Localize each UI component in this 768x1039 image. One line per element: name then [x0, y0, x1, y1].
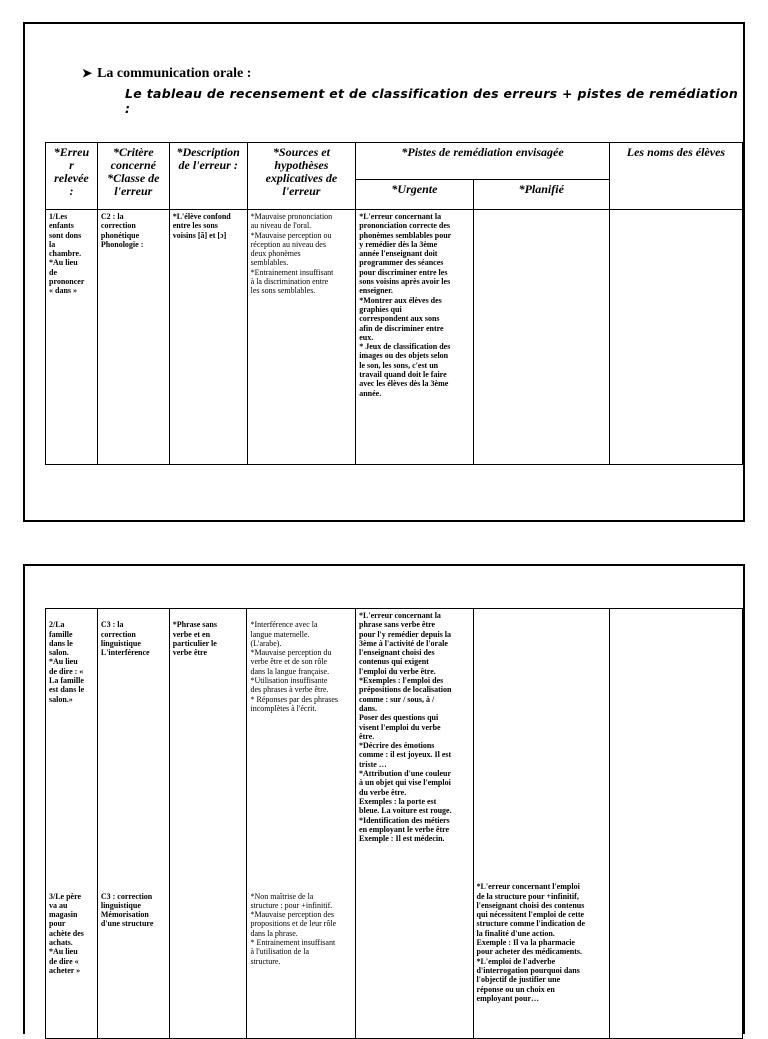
- table-row: [46, 210, 743, 465]
- row2-erreur: 2/La famille dans le salon. *Au lieu de dire : « La famille est dans le salon.»: [49, 620, 85, 704]
- cell-urgente: *L'erreur concernant la phrase sans verbe être pour l'y remédier depuis la 3ème à l'activité de l'orale l'enseignant choisi des contenus qui exigent l'emploi du verbe être. *Exemples : l'emploi des prépositions de localisation comme : sur / sous, à / dans. Poser des questions qui visent l'emploi du verbe être. *Décrire des émotions comme : il est joyeux. Il est triste … *Attribution d'une couleur à un objet qui vise l'emploi du verbe être. Exemples : la porte est bleue. La voiture est rouge. *Identification des métiers en employant le verbe être Exemple : Il est médecin.: [356, 609, 474, 1039]
- arrow-bullet-icon: ➤: [82, 66, 93, 80]
- row3-planifie: *L'erreur concernant l'emploi de la structure pour +infinitif, l'enseignant choisi des contenus qui nécessitent l'emploi de cette structure comme l'indication de la finalité d'une action. Exemple : Il va la pharmacie pour acheter des médicaments. *L'emploi de l'adverbe d'interrogation pourquoi dans l'objectif de justifier une réponse ou un choix en employant pour…: [476, 882, 586, 1003]
- cell-critere: C2 : la correction phonétique Phonologie :: [97, 210, 169, 465]
- row2-sources: *Interférence avec la langue maternelle. (L'arabe). *Mauvaise perception du verbe être et de son rôle dans la langue française. *Utilisation insuffisante des phrases à verbe être. * Réponses par des phrases incomplètes à l'écrit.: [250, 620, 339, 713]
- cell-erreur: 1/Les enfants sont dons la chambre. *Au lieu de prononcer « dans »: [46, 210, 98, 465]
- cell-planifie: [473, 609, 609, 1039]
- header-urgente: *Urgente: [356, 180, 473, 210]
- cell-urgente: *L'erreur concernant la prononciation correcte des phonèmes semblables pour y remédier dès la 3ème année l'enseignant doit programmer des séances pour discriminer entre les sons voisins après avoir les enseigner. *Montrer aux élèves des graphies qui correspondent aux sons afin de discriminer entre eux. * Jeux de classification des images ou des objets selon le son, les sons, c'est un travail quand doit le faire avec les élèves dès la 3ème année.: [356, 210, 473, 465]
- header-description: *Description de l'erreur :: [169, 143, 247, 210]
- row3-sources: *Non maîtrise de la structure : pour +infinitif. *Mauvaise perception des propositions et de leur rôle dans la phrase. * Entrainement insuffisant à l'utilisation de la structure.: [250, 891, 337, 966]
- cell-description: *L'élève confond entre les sons voisins [ã] et [ɔ]: [169, 210, 247, 465]
- table-subtitle: Le tableau de recensement et de classification des erreurs + pistes de remédiation :: [125, 86, 739, 116]
- row3-erreur: 3/Le père va au magasin pour achète des achats. *Au lieu de dire « acheter »: [49, 891, 84, 975]
- header-erreur: *Erreu r relevée :: [46, 143, 98, 210]
- document-page-2: [23, 564, 745, 1034]
- cell-sources: [247, 609, 356, 1039]
- cell-sources: *Mauvaise prononciation au niveau de l'oral. *Mauvaise perception ou réception au niveau des deux phonèmes semblables. *Entrainement insuffisant à la discrimination entre les sons semblables.: [247, 210, 356, 465]
- error-classification-table-continued: [45, 608, 743, 1039]
- row2-critere: C3 : la correction linguistique L'interférence: [100, 620, 150, 658]
- header-pistes: *Pistes de remédiation envisagée: [356, 143, 610, 180]
- cell-planifie: [473, 210, 609, 465]
- section-heading: [82, 66, 251, 82]
- header-critere: *Critère concerné *Classe de l'erreur: [97, 143, 169, 210]
- row3-critere: C3 : correction linguistique Mémorisation d'une structure: [100, 891, 154, 929]
- error-classification-table: [45, 142, 743, 465]
- table-row: [46, 609, 743, 1039]
- document-page-1: [23, 22, 745, 522]
- cell-noms: [609, 609, 742, 1039]
- cell-description: [169, 609, 247, 1039]
- header-planifie: *Planifié: [473, 180, 609, 210]
- section-heading-text: La communication orale :: [97, 66, 252, 81]
- cell-erreur: [46, 609, 98, 1039]
- row2-description: *Phrase sans verbe et en particulier le verbe être: [172, 620, 217, 658]
- cell-noms: [609, 210, 742, 465]
- header-sources: *Sources et hypothèses explicatives de l'erreur: [247, 143, 356, 210]
- header-noms: Les noms des élèves: [609, 143, 742, 210]
- cell-critere: [97, 609, 169, 1039]
